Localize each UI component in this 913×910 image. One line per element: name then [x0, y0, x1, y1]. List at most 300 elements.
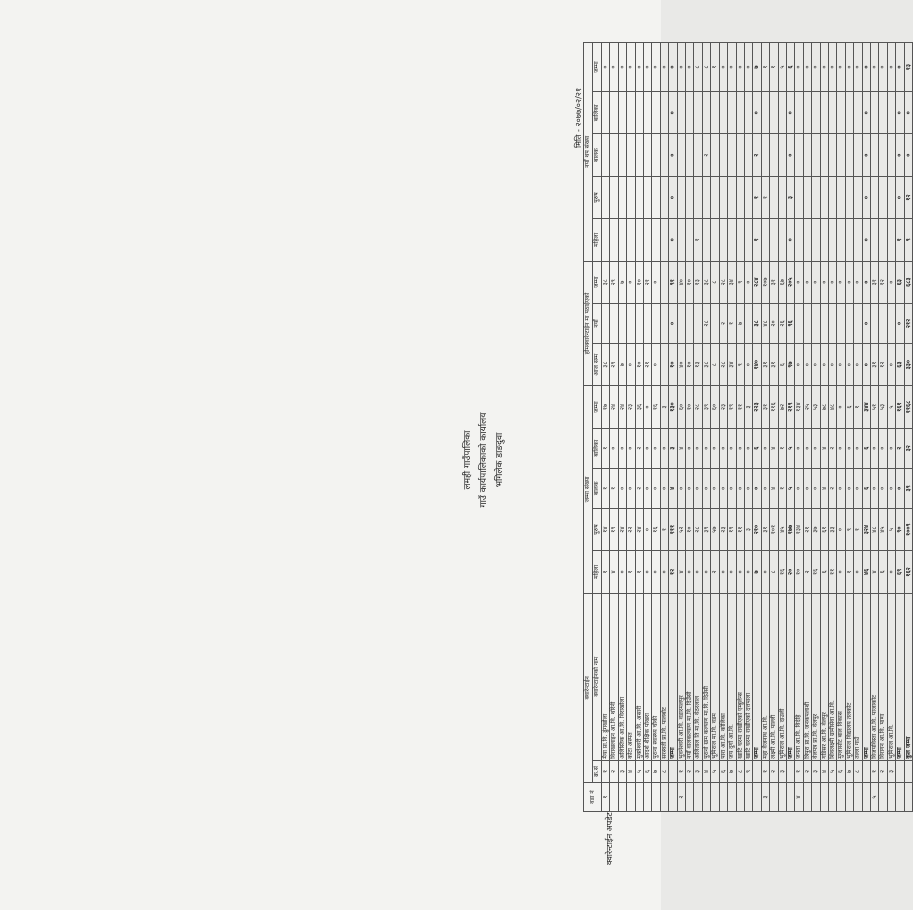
row-total-cell: ० — [610, 43, 618, 92]
value-cell — [711, 303, 719, 343]
value-cell — [677, 176, 685, 218]
value-cell — [812, 176, 820, 218]
table-row — [770, 43, 778, 812]
value-cell: १२ — [879, 261, 887, 303]
value-cell: ७८ — [820, 386, 828, 428]
serial-cell: ४ — [627, 760, 635, 782]
value-cell — [711, 134, 719, 176]
value-cell — [652, 303, 660, 343]
serial-cell: २ — [686, 760, 694, 782]
value-cell — [879, 92, 887, 134]
value-cell: ० — [660, 468, 668, 508]
value-cell: ० — [862, 134, 870, 176]
value-cell: ४ — [820, 428, 828, 468]
value-cell — [660, 219, 668, 261]
value-cell: ० — [652, 261, 660, 303]
value-cell: १० — [635, 261, 643, 303]
value-cell: ० — [812, 261, 820, 303]
table-row — [652, 43, 660, 812]
table-row — [677, 43, 685, 812]
table-row — [719, 43, 727, 812]
value-cell — [694, 134, 702, 176]
value-cell: १३ — [694, 343, 702, 385]
value-cell: २ — [719, 303, 727, 343]
value-cell: २८ — [694, 386, 702, 428]
office-name-line1: लमही गाउँपालिका — [463, 430, 473, 490]
value-cell — [702, 176, 710, 218]
value-cell — [711, 219, 719, 261]
serial-cell: ९ — [744, 760, 752, 782]
value-cell: ० — [812, 428, 820, 468]
value-cell: ० — [812, 343, 820, 385]
value-cell: १० — [669, 343, 677, 385]
col-female: महिला — [593, 551, 602, 593]
value-cell: ६ — [862, 468, 870, 508]
value-cell: २ — [803, 551, 811, 593]
value-cell — [770, 176, 778, 218]
value-cell: ० — [854, 261, 862, 303]
value-cell: २८ — [719, 261, 727, 303]
value-cell — [854, 92, 862, 134]
name-cell: विराखलाइन आ.वि. थोरेनी — [610, 593, 618, 760]
value-cell: ३३ — [828, 508, 836, 550]
value-cell — [803, 92, 811, 134]
value-cell: ३९ — [904, 468, 912, 508]
name-cell: मैया प्रा.वि. ढुंगखोला — [602, 593, 610, 760]
table-row — [736, 43, 744, 812]
value-cell: ० — [904, 92, 912, 134]
value-cell — [686, 303, 694, 343]
table-row — [744, 43, 752, 812]
value-cell — [660, 303, 668, 343]
value-cell — [803, 219, 811, 261]
value-cell: ५ — [786, 428, 794, 468]
value-cell: २८ — [702, 303, 710, 343]
value-cell: ४५ — [778, 508, 786, 550]
value-cell — [602, 219, 610, 261]
value-cell — [854, 303, 862, 343]
value-cell — [652, 134, 660, 176]
name-cell: त्रिपुरा प्रा.वि. जनकपलाशी — [803, 593, 811, 760]
table-body — [602, 43, 913, 812]
serial-cell: ७ — [652, 760, 660, 782]
value-cell — [677, 134, 685, 176]
name-cell: भुवनेश्वरी आ.वि. वडारमलपुर — [677, 593, 685, 760]
value-cell — [837, 219, 845, 261]
name-cell: विरागन आ.वि. पाणा — [879, 593, 887, 760]
value-cell: ११६८ — [904, 386, 912, 428]
name-cell: लक्ष्मी आ.वि. पाल्ली — [770, 593, 778, 760]
value-cell: ८ — [770, 551, 778, 593]
value-cell: ० — [677, 468, 685, 508]
value-cell: १७ — [602, 386, 610, 428]
value-cell — [837, 176, 845, 218]
serial-cell — [753, 760, 761, 782]
serial-cell: ७ — [845, 760, 853, 782]
serial-cell: ६ — [837, 760, 845, 782]
value-cell: ३८ — [602, 343, 610, 385]
value-cell: १० — [686, 261, 694, 303]
value-cell — [845, 92, 853, 134]
serial-cell: १ — [795, 760, 803, 782]
table-row — [854, 43, 862, 812]
value-cell: २८ — [719, 343, 727, 385]
value-cell — [635, 303, 643, 343]
value-cell: २१२ — [904, 303, 912, 343]
value-cell — [820, 303, 828, 343]
value-cell — [694, 176, 702, 218]
value-cell: ३१ — [761, 386, 769, 428]
value-cell: ३१ — [761, 508, 769, 550]
value-cell: १ — [660, 508, 668, 550]
value-cell: ३९ — [702, 508, 710, 550]
value-cell: १३ — [694, 261, 702, 303]
serial-cell: १ — [761, 760, 769, 782]
serial-cell: २ — [803, 760, 811, 782]
value-cell: ० — [887, 343, 895, 385]
value-cell: ० — [669, 176, 677, 218]
value-cell: २३ — [719, 386, 727, 428]
name-cell: नयाँ वालकल्याण मा.वि. दिउँसी — [686, 593, 694, 760]
name-cell: जम्मा — [786, 593, 794, 760]
value-cell: २ — [828, 468, 836, 508]
value-cell — [803, 176, 811, 218]
value-cell: ० — [862, 92, 870, 134]
row-total-cell: ० — [812, 43, 820, 92]
row-total-cell: १ — [711, 43, 719, 92]
value-cell: ० — [871, 428, 879, 468]
value-cell: ० — [744, 343, 752, 385]
value-cell: ० — [854, 428, 862, 468]
table-row — [644, 43, 652, 812]
value-cell: ० — [812, 468, 820, 508]
serial-cell: ७ — [728, 760, 736, 782]
value-cell — [635, 134, 643, 176]
value-cell: ० — [803, 261, 811, 303]
name-cell: जम्मा — [896, 593, 904, 760]
ward-cell — [644, 783, 652, 812]
col-new-girl: बालिका — [593, 92, 602, 134]
value-cell: ० — [896, 468, 904, 508]
row-total-cell: ५ — [778, 43, 786, 92]
value-cell: ३८ — [753, 303, 761, 343]
value-cell — [660, 92, 668, 134]
value-cell: ० — [795, 343, 803, 385]
value-cell: ० — [761, 468, 769, 508]
row-total-cell: ० — [820, 43, 828, 92]
value-cell — [686, 92, 694, 134]
table-row — [778, 43, 786, 812]
value-cell — [627, 303, 635, 343]
value-cell — [694, 303, 702, 343]
value-cell: ० — [644, 386, 652, 428]
value-cell: २९ — [610, 343, 618, 385]
value-cell: ० — [871, 468, 879, 508]
value-cell: १० — [635, 343, 643, 385]
table-row — [627, 43, 635, 812]
value-cell — [627, 219, 635, 261]
name-cell: मुग्लासोट बाल विकास — [837, 593, 845, 760]
value-cell — [837, 92, 845, 134]
serial-cell: ८ — [854, 760, 862, 782]
value-cell — [711, 92, 719, 134]
ward-cell — [736, 783, 744, 812]
value-cell: २१० — [753, 508, 761, 550]
value-cell — [770, 92, 778, 134]
col-total: जम्मा — [593, 386, 602, 428]
value-cell: ९१ — [669, 261, 677, 303]
value-cell: १३४ — [795, 508, 803, 550]
row-total-cell: ० — [677, 43, 685, 92]
table-row — [728, 43, 736, 812]
value-cell: २८ — [694, 508, 702, 550]
value-cell: ३८ — [702, 261, 710, 303]
row-total-cell: ६ — [786, 43, 794, 92]
value-cell: ९७ — [786, 343, 794, 385]
value-cell: ० — [896, 176, 904, 218]
ward-cell — [711, 783, 719, 812]
value-cell: ० — [795, 261, 803, 303]
value-cell: ० — [644, 428, 652, 468]
table-row — [837, 43, 845, 812]
value-cell: १ — [610, 468, 618, 508]
col-till-today: आज सम्म — [593, 343, 602, 385]
value-cell: २ — [828, 428, 836, 468]
value-cell: ० — [627, 468, 635, 508]
value-cell: २२३ — [753, 386, 761, 428]
value-cell: ० — [728, 551, 736, 593]
value-cell: १४० — [753, 343, 761, 385]
value-cell — [610, 92, 618, 134]
value-cell: ५३ — [812, 386, 820, 428]
value-cell — [719, 219, 727, 261]
value-cell — [635, 92, 643, 134]
serial-cell: ३ — [618, 760, 626, 782]
value-cell: ० — [887, 551, 895, 593]
value-cell: ० — [652, 343, 660, 385]
serial-cell: ५ — [828, 760, 836, 782]
value-cell: १ — [753, 219, 761, 261]
ward-cell — [862, 783, 870, 812]
name-cell: भूमिराज मा.वि. वडम — [711, 593, 719, 760]
value-cell: ४ — [677, 428, 685, 468]
value-cell: ६३ — [896, 261, 904, 303]
table-row — [887, 43, 895, 812]
value-cell: ० — [761, 551, 769, 593]
value-cell: ० — [828, 261, 836, 303]
value-cell: २१ — [644, 343, 652, 385]
value-cell: ० — [862, 176, 870, 218]
value-cell — [635, 176, 643, 218]
value-cell: ४० — [677, 343, 685, 385]
value-cell — [686, 176, 694, 218]
name-cell: जम्मा — [669, 593, 677, 760]
value-cell — [719, 134, 727, 176]
value-cell: ० — [854, 343, 862, 385]
ward-cell — [828, 783, 836, 812]
name-cell: अलिस्तिक आ.वि. विराखोला — [618, 593, 626, 760]
value-cell — [635, 219, 643, 261]
value-cell — [736, 176, 744, 218]
value-cell: ३१ — [871, 343, 879, 385]
value-cell: ० — [669, 134, 677, 176]
value-cell: ६० — [677, 386, 685, 428]
table-row — [862, 43, 870, 812]
value-cell: ४५ — [879, 508, 887, 550]
value-cell: ० — [837, 508, 845, 550]
office-name-line2: गाउँ कार्यपालिकाको कार्यालय — [479, 412, 489, 508]
value-cell: ० — [694, 428, 702, 468]
value-cell — [795, 176, 803, 218]
value-cell: ४ — [669, 468, 677, 508]
value-cell: ० — [644, 508, 652, 550]
value-cell — [770, 219, 778, 261]
value-cell: ० — [837, 261, 845, 303]
row-total-cell: ८ — [702, 43, 710, 92]
value-cell: २ — [711, 551, 719, 593]
name-cell: कोटा अस्पत — [627, 593, 635, 760]
value-cell — [719, 176, 727, 218]
value-cell — [644, 219, 652, 261]
serial-cell: २ — [770, 760, 778, 782]
value-cell: २१९ — [786, 386, 794, 428]
value-cell — [820, 92, 828, 134]
value-cell: ० — [795, 468, 803, 508]
value-cell — [728, 176, 736, 218]
value-cell — [887, 134, 895, 176]
serial-cell: ४ — [820, 760, 828, 782]
value-cell: ० — [887, 261, 895, 303]
value-cell: ५ — [887, 386, 895, 428]
value-cell: ० — [702, 468, 710, 508]
ward-cell — [652, 783, 660, 812]
serial-cell: २ — [610, 760, 618, 782]
value-cell: ० — [660, 551, 668, 593]
ward-cell — [803, 783, 811, 812]
value-cell: ० — [686, 428, 694, 468]
value-cell: १९ — [610, 508, 618, 550]
serial-cell — [896, 760, 904, 782]
table-row — [702, 43, 710, 812]
value-cell: ० — [845, 428, 853, 468]
table-row — [845, 43, 853, 812]
value-cell: ० — [686, 468, 694, 508]
ward-cell — [820, 783, 828, 812]
value-cell: ० — [610, 428, 618, 468]
col-new-male: पुरुष — [593, 176, 602, 218]
value-cell: ५७ — [711, 508, 719, 550]
name-cell: आदर्श शैक्षिक पोखरा — [644, 593, 652, 760]
value-cell — [660, 176, 668, 218]
value-cell: ० — [786, 219, 794, 261]
value-cell: ४० — [677, 261, 685, 303]
name-cell: खाटि घरमा राखीएको एम्बुलेन्स — [736, 593, 744, 760]
value-cell: ५ — [887, 508, 895, 550]
value-cell: ३ — [660, 386, 668, 428]
value-cell: ५१ — [871, 386, 879, 428]
table-row — [812, 43, 820, 812]
value-cell — [719, 92, 727, 134]
value-cell: १ — [602, 468, 610, 508]
value-cell: ३१ — [770, 343, 778, 385]
value-cell — [610, 176, 618, 218]
serial-cell: ३ — [694, 760, 702, 782]
value-cell: ० — [896, 92, 904, 134]
value-cell: ० — [618, 551, 626, 593]
value-cell: ३८ — [602, 261, 610, 303]
value-cell: ० — [837, 468, 845, 508]
value-cell: ० — [862, 303, 870, 343]
value-cell — [618, 92, 626, 134]
value-cell: १६ — [778, 551, 786, 593]
table-row — [711, 43, 719, 812]
value-cell: ० — [669, 303, 677, 343]
value-cell: ९० — [896, 508, 904, 550]
value-cell: ० — [627, 343, 635, 385]
value-cell: ० — [719, 468, 727, 508]
row-total-cell: ० — [795, 43, 803, 92]
value-cell — [602, 176, 610, 218]
table-row — [618, 43, 626, 812]
value-cell — [879, 303, 887, 343]
table-row — [686, 43, 694, 812]
value-cell — [660, 343, 668, 385]
value-cell: ६३ — [896, 343, 904, 385]
value-cell: २९ — [610, 261, 618, 303]
value-cell: ० — [837, 551, 845, 593]
value-cell: ११६ — [770, 386, 778, 428]
value-cell: ६ — [820, 551, 828, 593]
serial-cell: ३ — [778, 760, 786, 782]
value-cell: ० — [761, 428, 769, 468]
value-cell: ७ — [736, 303, 744, 343]
table-row — [896, 43, 904, 812]
value-cell: ८ — [711, 261, 719, 303]
value-cell: १ — [845, 551, 853, 593]
value-cell: ० — [837, 428, 845, 468]
value-cell: ० — [753, 468, 761, 508]
value-cell: १० — [686, 508, 694, 550]
value-cell — [812, 134, 820, 176]
document-date: मिति - २०७७/०२/२१ — [574, 87, 583, 148]
value-cell: १० — [795, 551, 803, 593]
row-total-cell: ० — [635, 43, 643, 92]
value-cell: ० — [627, 428, 635, 468]
serial-cell: ४ — [702, 760, 710, 782]
value-cell: ० — [652, 551, 660, 593]
row-total-cell: १ — [761, 43, 769, 92]
value-cell — [728, 134, 736, 176]
serial-cell: ३ — [887, 760, 895, 782]
value-cell — [820, 134, 828, 176]
col-serial: क्र.सं — [593, 760, 602, 782]
value-cell — [677, 92, 685, 134]
value-cell: १००९ — [904, 508, 912, 550]
value-cell: ४८ — [828, 386, 836, 428]
name-cell: भूमिराज आ.वि. — [887, 593, 895, 760]
value-cell: २० — [786, 551, 794, 593]
ward-cell — [887, 783, 895, 812]
row-total-cell: ० — [686, 43, 694, 92]
value-cell — [744, 176, 752, 218]
name-cell: विजयविस्ता आ.वि. पाजाकोट — [871, 593, 879, 760]
ward-cell — [854, 783, 862, 812]
col-home-quarantine: होमक्वारेन्टाईन मा पठाईएको — [584, 261, 593, 386]
row-total-cell: ० — [803, 43, 811, 92]
value-cell: ० — [694, 551, 702, 593]
value-cell: १२ — [879, 343, 887, 385]
value-cell: ० — [644, 468, 652, 508]
